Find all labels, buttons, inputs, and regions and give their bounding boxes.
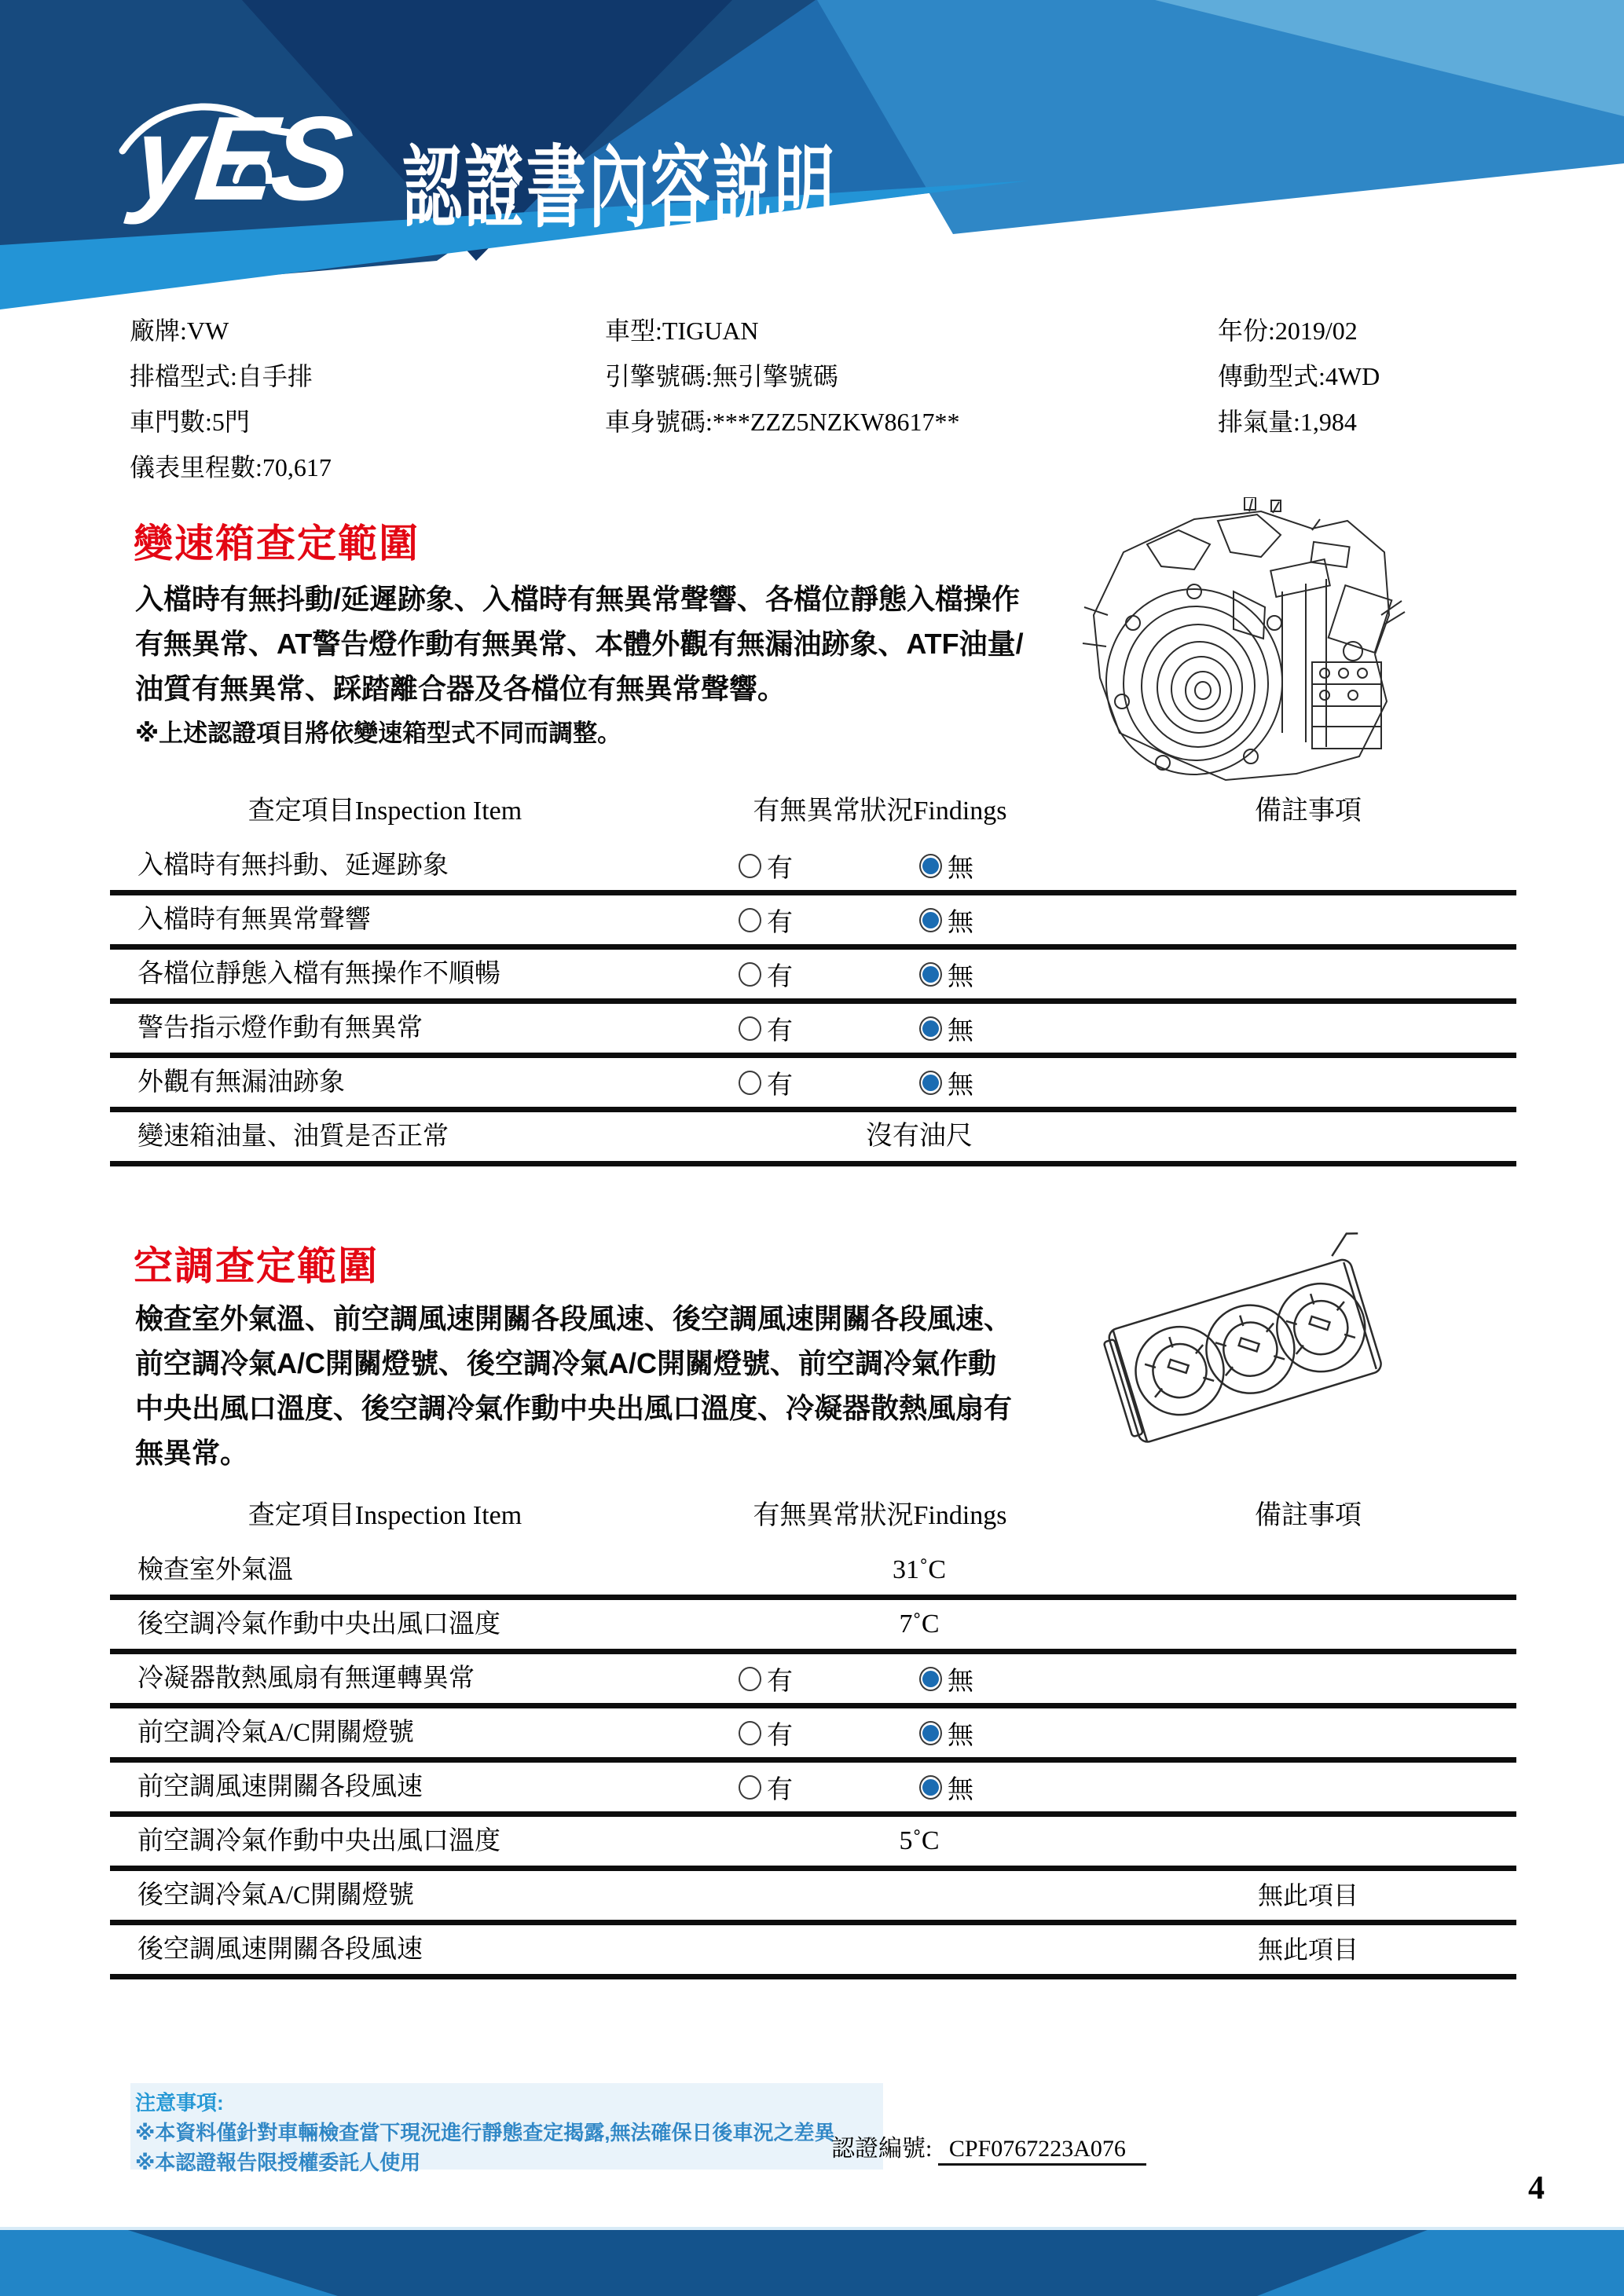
table-row xyxy=(110,1600,1516,1654)
desc-line: 檢查室外氣溫、前空調風速開關各段風速、後空調風速開關各段風速、 xyxy=(135,1302,1013,1335)
findings-radio-group xyxy=(110,1708,1516,1757)
radio-no[interactable] xyxy=(919,1004,973,1053)
col-header-findings: 有無異常狀況Findings xyxy=(753,796,1007,826)
vehicle-displacement: 排氣量:1,984 xyxy=(1218,408,1357,436)
desc-line: 前空調冷氣A/C開關燈號、後空調冷氣A/C開關燈號、前空調冷氣作動 xyxy=(135,1347,996,1379)
radio-no-label: 無 xyxy=(948,962,973,991)
remark-value: 無此項目 xyxy=(1257,1935,1358,1964)
radio-yes-label: 有 xyxy=(767,1721,793,1750)
findings-radio-group xyxy=(110,1763,1516,1811)
section-title-aircon: 空調查定範圍 xyxy=(134,1244,379,1288)
radio-yes[interactable] xyxy=(739,1763,793,1811)
finding-value: 沒有油尺 xyxy=(866,1122,973,1151)
inspection-item-label: 變速箱油量、油質是否正常 xyxy=(137,1122,449,1151)
radio-no-label: 無 xyxy=(948,908,973,937)
radio-unchecked-icon xyxy=(739,1667,761,1691)
radio-no[interactable] xyxy=(919,1654,973,1703)
table-row xyxy=(110,1925,1516,1979)
vehicle-info-col2 xyxy=(605,308,960,445)
page-title: 認證書內容説明 xyxy=(402,138,837,239)
table-body xyxy=(110,841,1516,1166)
finding-value: 31˚C xyxy=(893,1555,946,1584)
radio-no-label: 無 xyxy=(948,854,973,883)
radio-yes-label: 有 xyxy=(767,1775,793,1804)
findings-radio-group xyxy=(110,1058,1516,1107)
radio-no[interactable] xyxy=(919,1708,973,1757)
table-row xyxy=(110,1546,1516,1600)
radio-yes[interactable] xyxy=(739,1004,793,1053)
table-row xyxy=(110,1004,1516,1058)
inspection-item-label: 警告指示燈作動有無異常 xyxy=(137,1014,423,1042)
findings-radio-group xyxy=(110,841,1516,890)
certificate-number-value: CPF0767223A076 xyxy=(938,2136,1146,2166)
radio-no-label: 無 xyxy=(948,1721,973,1750)
table-header-row xyxy=(110,774,1516,841)
vehicle-drivetrain: 傳動型式:4WD xyxy=(1218,362,1380,390)
radio-unchecked-icon xyxy=(739,962,761,987)
car-outline-icon xyxy=(118,93,306,195)
col-header-remarks: 備註事項 xyxy=(1255,1500,1362,1530)
inspection-item-label: 後空調冷氣作動中央出風口溫度 xyxy=(137,1610,500,1639)
radio-no[interactable] xyxy=(919,895,973,944)
radio-unchecked-icon xyxy=(739,1071,761,1095)
inspection-item-label: 前空調冷氣作動中央出風口溫度 xyxy=(137,1827,500,1855)
radio-no-label: 無 xyxy=(948,1775,973,1804)
note-line: ※本認證報告限授權委託人使用 xyxy=(135,2151,421,2174)
desc-note-line: ※上述認證項目將依變速箱型式不同而調整。 xyxy=(135,720,622,747)
radio-checked-icon xyxy=(919,1667,942,1691)
table-header-row xyxy=(110,1478,1516,1546)
radio-no[interactable] xyxy=(919,1763,973,1811)
finding-value: 5˚C xyxy=(899,1826,940,1855)
vehicle-door-count: 車門數:5門 xyxy=(130,408,250,436)
notes-title: 注意事項: xyxy=(135,2091,224,2115)
yes-logo xyxy=(118,93,385,250)
vehicle-info-col1 xyxy=(130,308,332,490)
table-body xyxy=(110,1546,1516,1979)
table-row xyxy=(110,1112,1516,1166)
table-row xyxy=(110,895,1516,950)
radio-checked-icon xyxy=(919,1775,942,1800)
footer-bar-navy-band xyxy=(118,2227,1435,2296)
radio-yes[interactable] xyxy=(739,841,793,890)
radio-unchecked-icon xyxy=(739,908,761,932)
desc-line: 入檔時有無抖動/延遲跡象、入檔時有無異常聲響、各檔位靜態入檔操作 xyxy=(135,583,1021,615)
col-header-findings: 有無異常狀況Findings xyxy=(753,1500,1007,1530)
radio-unchecked-icon xyxy=(739,854,761,878)
inspection-item-label: 外觀有無漏油跡象 xyxy=(137,1068,345,1097)
findings-radio-group xyxy=(110,1004,1516,1053)
radio-no-label: 無 xyxy=(948,1016,973,1045)
radio-yes[interactable] xyxy=(739,1708,793,1757)
radio-checked-icon xyxy=(919,962,942,987)
vehicle-odometer: 儀表里程數:70,617 xyxy=(130,453,332,482)
radio-unchecked-icon xyxy=(739,1775,761,1800)
vehicle-info-col3 xyxy=(1218,308,1380,445)
inspection-item-label: 前空調冷氣A/C開關燈號 xyxy=(137,1719,415,1747)
radio-unchecked-icon xyxy=(739,1016,761,1041)
transmission-inspection-table xyxy=(110,774,1516,1166)
radio-yes-label: 有 xyxy=(767,1667,793,1696)
transmission-illustration xyxy=(1076,497,1406,796)
radio-unchecked-icon xyxy=(739,1721,761,1745)
certificate-number-label: 認證編號: xyxy=(831,2136,933,2162)
findings-radio-group xyxy=(110,1654,1516,1703)
radio-checked-icon xyxy=(919,1071,942,1095)
radio-no[interactable] xyxy=(919,1058,973,1107)
inspection-item-label: 前空調風速開關各段風速 xyxy=(137,1773,423,1801)
findings-radio-group xyxy=(110,895,1516,944)
radio-yes-label: 有 xyxy=(767,908,793,937)
inspection-item-label: 檢查室外氣溫 xyxy=(137,1556,293,1584)
desc-line: 無異常。 xyxy=(135,1437,249,1469)
vehicle-gearbox-type: 排檔型式:自手排 xyxy=(130,362,313,390)
table-row xyxy=(110,1654,1516,1708)
radio-no-label: 無 xyxy=(948,1071,973,1100)
radio-yes[interactable] xyxy=(739,1654,793,1703)
section-title-transmission: 變速箱查定範圍 xyxy=(134,522,420,566)
inspection-item-label: 後空調風速開關各段風速 xyxy=(137,1935,423,1964)
table-row xyxy=(110,841,1516,895)
radio-checked-icon xyxy=(919,908,942,932)
inspection-item-label: 冷凝器散熱風扇有無運轉異常 xyxy=(137,1664,475,1693)
table-row xyxy=(110,1763,1516,1817)
radio-checked-icon xyxy=(919,1721,942,1745)
desc-line: 中央出風口溫度、後空調冷氣作動中央出風口溫度、冷凝器散熱風扇有 xyxy=(135,1392,1013,1424)
radio-checked-icon xyxy=(919,854,942,878)
radio-yes[interactable] xyxy=(739,895,793,944)
note-line: ※本資料僅針對車輛檢查當下現況進行靜態查定揭露,無法確保日後車況之差異 xyxy=(135,2121,835,2144)
vehicle-year: 年份:2019/02 xyxy=(1218,317,1358,345)
radio-yes-label: 有 xyxy=(767,854,793,883)
inspection-item-label: 後空調冷氣A/C開關燈號 xyxy=(137,1881,415,1910)
vehicle-vin: 車身號碼:***ZZZ5NZKW8617** xyxy=(605,408,960,436)
header-banner xyxy=(0,0,1624,324)
inspection-item-label: 各檔位靜態入檔有無操作不順暢 xyxy=(137,960,500,988)
table-row xyxy=(110,1817,1516,1871)
radio-yes[interactable] xyxy=(739,950,793,998)
table-row xyxy=(110,1708,1516,1763)
table-row xyxy=(110,950,1516,1004)
radio-no[interactable] xyxy=(919,841,973,890)
section-desc-transmission xyxy=(135,577,1086,756)
inspection-item-label: 入檔時有無抖動、延遲跡象 xyxy=(137,851,449,880)
ac-control-illustration xyxy=(1096,1224,1387,1463)
col-header-item: 查定項目Inspection Item xyxy=(247,796,522,826)
footer-notes xyxy=(135,2088,835,2177)
radio-no[interactable] xyxy=(919,950,973,998)
col-header-remarks: 備註事項 xyxy=(1255,796,1362,826)
desc-line: 油質有無異常、踩踏離合器及各檔位有無異常聲響。 xyxy=(135,672,786,705)
findings-radio-group xyxy=(110,950,1516,998)
vehicle-model: 車型:TIGUAN xyxy=(605,317,759,345)
footer-bar xyxy=(0,2227,1624,2296)
certificate-number-line xyxy=(831,2129,1146,2163)
radio-yes-label: 有 xyxy=(767,1071,793,1100)
radio-yes-label: 有 xyxy=(767,962,793,991)
vehicle-engine-number: 引擎號碼:無引擎號碼 xyxy=(605,362,838,390)
radio-yes[interactable] xyxy=(739,1058,793,1107)
vehicle-brand: 廠牌:VW xyxy=(130,317,229,345)
yes-logo-text: yES xyxy=(128,92,354,225)
desc-line: 有無異常、AT警告燈作動有無異常、本體外觀有無漏油跡象、ATF油量/ xyxy=(135,628,1024,660)
table-row xyxy=(110,1058,1516,1112)
col-header-item: 查定項目Inspection Item xyxy=(247,1500,522,1530)
inspection-item-label: 入檔時有無異常聲響 xyxy=(137,906,371,934)
footer-bar-top-line xyxy=(0,2227,1624,2230)
page-number: 4 xyxy=(1528,2170,1545,2206)
remark-value: 無此項目 xyxy=(1257,1881,1358,1910)
aircon-inspection-table xyxy=(110,1478,1516,1979)
radio-checked-icon xyxy=(919,1016,942,1041)
table-row xyxy=(110,1871,1516,1925)
radio-no-label: 無 xyxy=(948,1667,973,1696)
section-desc-aircon xyxy=(135,1296,1086,1475)
finding-value: 7˚C xyxy=(899,1609,940,1639)
radio-yes-label: 有 xyxy=(767,1016,793,1045)
